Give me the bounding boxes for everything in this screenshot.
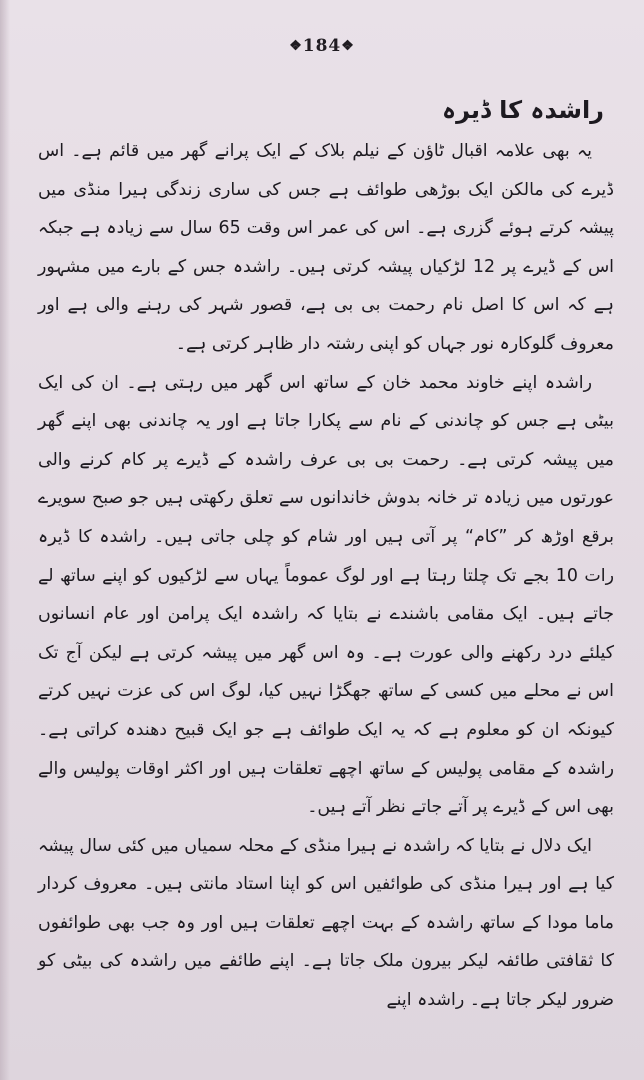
paragraph-3: ایک دلال نے بتایا کہ راشدہ نے ہیرا منڈی کے محلہ سمیاں میں کئی سال پیشہ کیا ہے اور ہیرا منڈی کی طوائفیں اس کو اپنا استاد مانتی ہیں۔ معروف کردار ماما مودا کے ساتھ راشدہ کے بہت اچھے تعلقات ہیں اور وہ جب بھی طوائفوں کا ثقافتی طائفہ لیکر بیرون ملک جاتا ہے۔ اپنے طائفے میں راشدہ کی بیٹی کو ضرور لیکر جاتا ہے۔ راشدہ اپنے [38, 835, 614, 1011]
section-heading: راشدہ کا ڈیرہ [442, 96, 604, 124]
left-ornament-icon: ❖ [289, 38, 303, 54]
page-number [0, 36, 644, 56]
page-body [38, 88, 614, 1020]
right-ornament-icon: ❖ [341, 38, 355, 54]
paragraph-2: راشدہ اپنے خاوند محمد خان کے ساتھ اس گھر میں رہتی ہے۔ ان کی ایک بیٹی ہے جس کو چاندنی کے نام سے پکارا جاتا ہے اور یہ چاندنی بھی اپنے گھر میں پیشہ کرتی ہے۔ رحمت بی بی عرف راشدہ کے ڈیرے پر کام کرنے والی عورتوں میں زیادہ تر خانہ بدوش خاندانوں سے تعلق رکھتی ہیں جو صبح سویرے برقع اوڑھ کر ”کام“ پر آتی ہیں اور شام کو چلی جاتی ہیں۔ راشدہ کا ڈیرہ رات 10 بجے تک چلتا رہتا ہے اور لوگ عموماً یہاں سے لڑکیوں کو اپنے ساتھ لے جاتے ہیں۔ ایک مقامی باشندے نے بتایا کہ راشدہ ایک پرامن اور عام انسانوں کیلئے درد رکھنے والی عورت ہے۔ وہ اس گھر میں پیشہ کرتی ہے لیکن آج تک اس نے محلے میں کسی کے ساتھ جھگڑا نہیں کیا، لوگ اس کی عزت نہیں کرتے کیونکہ ان کو معلوم ہے کہ یہ ایک طوائف ہے جو ایک قبیح دھندہ کراتی ہے۔ راشدہ کے مقامی پولیس کے ساتھ اچھے تعلقات ہیں اور اکثر اوقات پولیس والے بھی اس کے ڈیرے پر آتے جاتے نظر آتے ہیں۔ [38, 372, 615, 818]
page-number-value: 184 [302, 36, 342, 56]
paragraph-1: یہ بھی علامہ اقبال ٹاؤن کے نیلم بلاک کے ایک پرانے گھر میں قائم ہے۔ اس ڈیرے کی مالکن ایک بوڑھی طوائف ہے جس کی ساری زندگی ہیرا منڈی میں پیشہ کرتے ہوئے گزری ہے۔ اس کی عمر اس وقت 65 سال سے زیادہ ہے جبکہ اس کے ڈیرے پر 12 لڑکیاں پیشہ کرتی ہیں۔ راشدہ جس کے بارے میں مشہور ہے کہ اس کا اصل نام رحمت بی بی ہے، قصور شہر کی رہنے والی ہے اور معروف گلوکارہ نور جہاں کو اپنی رشتہ دار ظاہر کرتی ہے۔ [38, 141, 615, 354]
